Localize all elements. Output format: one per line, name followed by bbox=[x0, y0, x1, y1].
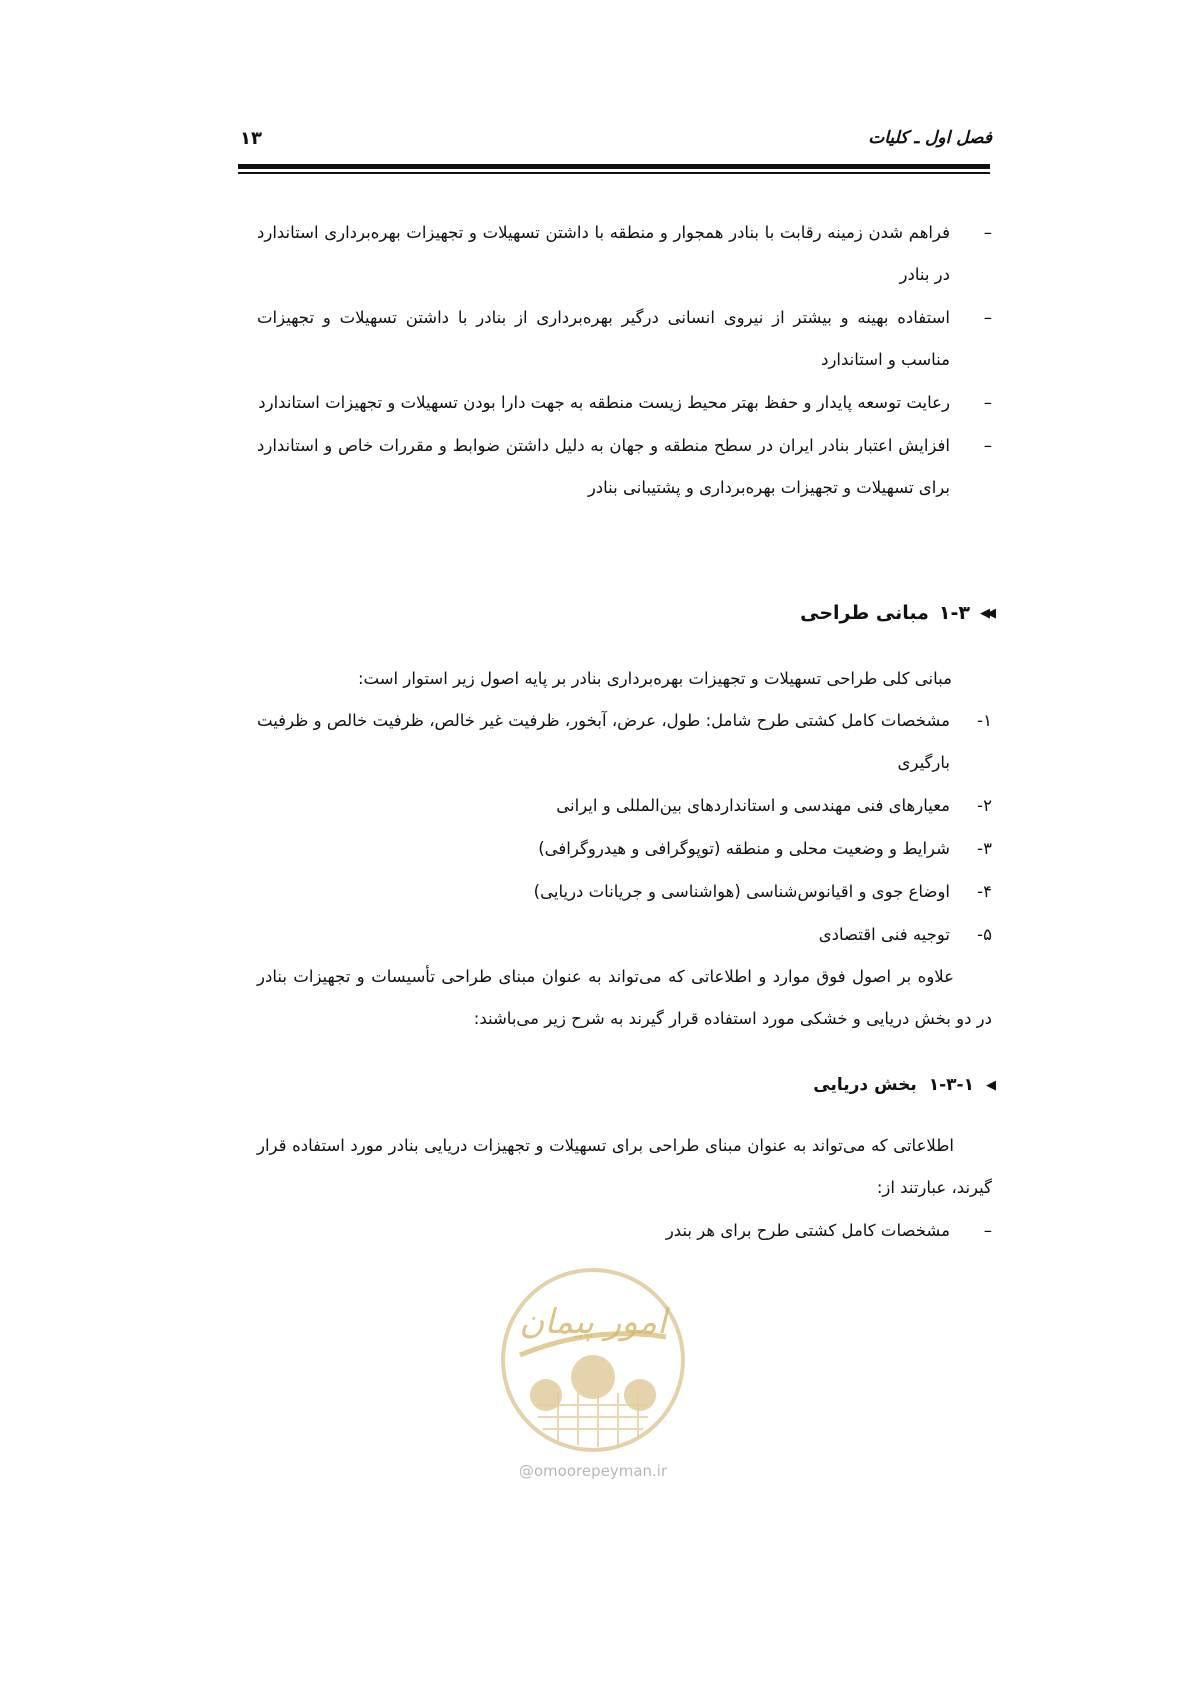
dash-marker: – bbox=[983, 1221, 992, 1240]
subsection-title: بخش دریایی bbox=[813, 1075, 917, 1095]
list-item bbox=[257, 914, 992, 956]
list-item-text: استفاده بهینه و بیشتر از نیروی انسانی درگیر بهره‌برداری از بنادر با داشتن تسهیلات و تجهیزات مناسب و استاندارد bbox=[257, 308, 950, 369]
dash-marker: – bbox=[983, 436, 992, 455]
list-item bbox=[257, 212, 992, 296]
list-item-text: شرایط و وضعیت محلی و منطقه (توپوگرافی و هیدروگرافی) bbox=[538, 839, 950, 858]
header-rule-thin bbox=[238, 172, 990, 174]
dash-marker: – bbox=[983, 223, 992, 242]
list-item bbox=[257, 1210, 992, 1252]
number-marker: ۳- bbox=[977, 839, 992, 858]
list-item-text: مشخصات کامل کشتی طرح شامل: طول، عرض، آبخور، ظرفیت غیر خالص، ظرفیت خالص و ظرفیت بارگیری bbox=[257, 711, 950, 772]
list-item bbox=[257, 425, 992, 509]
principles-list bbox=[257, 700, 992, 957]
chapter-title: فصل اول ـ کلیات bbox=[868, 128, 992, 148]
list-item-text: اوضاع جوی و اقیانوس‌شناسی (هواشناسی و جریانات دریایی) bbox=[533, 882, 950, 901]
number-marker: ۲- bbox=[977, 796, 992, 815]
list-item-text: رعایت توسعه پایدار و حفظ بهتر محیط زیست منطقه به جهت دارا بودن تسهیلات و تجهیزات استاندارد bbox=[258, 393, 950, 412]
header-rule-thick bbox=[238, 164, 990, 169]
watermark-site: @omoorepeyman.ir bbox=[518, 1462, 668, 1480]
watermark-logo-text: امور پیمان bbox=[519, 1302, 667, 1342]
section-heading bbox=[800, 602, 992, 624]
double-triangle-left-icon: ◀◀ bbox=[980, 605, 992, 621]
number-marker: ۴- bbox=[977, 882, 992, 901]
page-number: ۱۳ bbox=[240, 128, 262, 149]
section-number: ۱-۳ bbox=[938, 602, 970, 624]
watermark-logo bbox=[498, 1265, 688, 1455]
section-title: مبانی طراحی bbox=[800, 602, 929, 624]
dash-marker: – bbox=[983, 393, 992, 412]
number-marker: ۵- bbox=[977, 925, 992, 944]
list-item bbox=[257, 871, 992, 913]
list-item-text: معیارهای فنی مهندسی و استانداردهای بین‌المللی و ایرانی bbox=[556, 796, 950, 815]
list-item-text: افزایش اعتبار بنادر ایران در سطح منطقه و جهان به دلیل داشتن ضوابط و مقررات خاص و استاندارد برای تسهیلات و تجهیزات بهره‌برداری و پشتیبانی بنادر bbox=[257, 436, 950, 497]
subsection-intro: اطلاعاتی که می‌تواند به عنوان مبنای طراحی برای تسهیلات و تجهیزات دریایی بنادر مورد استفاده قرار گیرند، عبارتند از: bbox=[257, 1136, 992, 1197]
section-intro: مبانی کلی طراحی تسهیلات و تجهیزات بهره‌برداری بنادر بر پایه اصول زیر استوار است: bbox=[357, 669, 952, 688]
intro-bullet-list bbox=[257, 212, 992, 510]
list-item-text: مشخصات کامل کشتی طرح برای هر بندر bbox=[665, 1221, 950, 1240]
section-closing: علاوه بر اصول فوق موارد و اطلاعاتی که می‌تواند به عنوان مبنای طراحی تأسیسات و تجهیزات بنادر در دو بخش دریایی و خشکی مورد استفاده قرار گیرند به شرح زیر می‌باشند: bbox=[257, 967, 992, 1028]
list-item-text: توجیه فنی اقتصادی bbox=[818, 925, 950, 944]
number-marker: ۱- bbox=[977, 711, 992, 730]
list-item bbox=[257, 700, 992, 784]
list-item bbox=[257, 785, 992, 827]
list-item bbox=[257, 297, 992, 381]
triangle-left-icon: ◀ bbox=[986, 1077, 992, 1093]
dash-marker: – bbox=[983, 308, 992, 327]
subsection-bullet-list bbox=[257, 1210, 992, 1253]
list-item-text: فراهم شدن زمینه رقابت با بنادر همجوار و منطقه با داشتن تسهیلات و تجهیزات بهره‌برداری استاندارد در بنادر bbox=[257, 223, 950, 284]
list-item bbox=[257, 828, 992, 870]
list-item bbox=[257, 382, 992, 424]
subsection-heading bbox=[813, 1075, 992, 1095]
subsection-number: ۱-۳-۱ bbox=[928, 1075, 974, 1095]
